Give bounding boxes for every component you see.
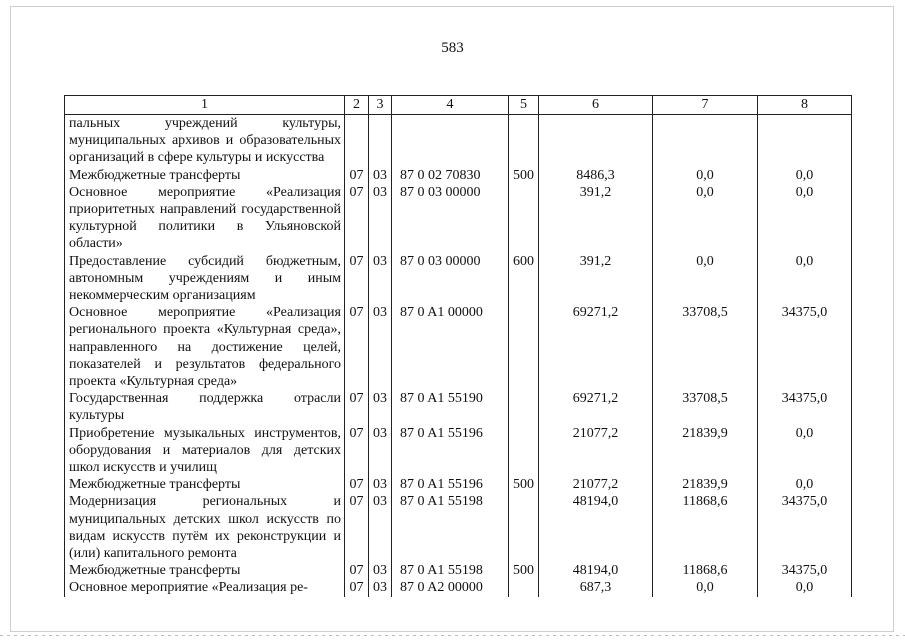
row-name-cell: Предоставление субсидий бюджетным, автономным учреждениям и иным некоммерческим организациям (65, 253, 345, 305)
table-row (65, 390, 852, 424)
row-name-cell: Основное мероприятие «Реализация ре- (65, 579, 345, 596)
amount-col8-cell: 34375,0 (758, 562, 852, 579)
target-article-cell: 87 0 A1 55198 (392, 562, 509, 579)
table-row (65, 493, 852, 562)
row-name-cell: пальных учреждений культуры, муниципальных архивов и образовательных организаций в сфере культуры и искусства (65, 115, 345, 167)
section-code-cell: 07 (345, 304, 369, 390)
target-article-cell: 87 0 A1 55196 (392, 425, 509, 477)
subsection-code-cell (369, 115, 392, 167)
amount-col7-cell: 0,0 (653, 579, 758, 596)
amount-col7-cell: 33708,5 (653, 390, 758, 424)
column-header: 8 (758, 96, 852, 115)
target-article-cell: 87 0 02 70830 (392, 167, 509, 184)
row-name-cell: Межбюджетные трансферты (65, 562, 345, 579)
amount-col7-cell: 33708,5 (653, 304, 758, 390)
expense-type-cell (509, 115, 539, 167)
amount-col6-cell (539, 115, 653, 167)
column-header: 5 (509, 96, 539, 115)
subsection-code-cell: 03 (369, 476, 392, 493)
row-name-cell: Межбюджетные трансферты (65, 476, 345, 493)
expense-type-cell: 500 (509, 476, 539, 493)
amount-col8-cell: 0,0 (758, 184, 852, 253)
target-article-cell (392, 115, 509, 167)
target-article-cell: 87 0 03 00000 (392, 253, 509, 305)
amount-col8-cell: 34375,0 (758, 493, 852, 562)
section-code-cell (345, 115, 369, 167)
budget-table (64, 95, 852, 597)
expense-type-cell: 500 (509, 562, 539, 579)
amount-col7-cell: 11868,6 (653, 493, 758, 562)
amount-col8-cell (758, 115, 852, 167)
expense-type-cell (509, 579, 539, 596)
column-header: 6 (539, 96, 653, 115)
expense-type-cell (509, 184, 539, 253)
row-name-cell: Основное мероприятие «Реализация приоритетных направлений государственной культурной политики в Ульяновской области» (65, 184, 345, 253)
subsection-code-cell: 03 (369, 304, 392, 390)
row-name-cell: Межбюджетные трансферты (65, 167, 345, 184)
amount-col6-cell: 48194,0 (539, 562, 653, 579)
target-article-cell: 87 0 A1 55196 (392, 476, 509, 493)
section-code-cell: 07 (345, 184, 369, 253)
table-row (65, 579, 852, 596)
row-name-cell: Приобретение музыкальных инструментов, оборудования и материалов для детских школ искусств и училищ (65, 425, 345, 477)
row-name-cell: Модернизация региональных и муниципальных детских школ искусств по видам искусств путём их реконструкции и (или) капитального ремонта (65, 493, 345, 562)
amount-col7-cell: 21839,9 (653, 425, 758, 477)
amount-col8-cell: 34375,0 (758, 390, 852, 424)
scan-edge (0, 635, 905, 636)
amount-col6-cell: 391,2 (539, 184, 653, 253)
column-header: 7 (653, 96, 758, 115)
amount-col6-cell: 21077,2 (539, 476, 653, 493)
table-row (65, 425, 852, 477)
subsection-code-cell: 03 (369, 493, 392, 562)
section-code-cell: 07 (345, 425, 369, 477)
subsection-code-cell: 03 (369, 167, 392, 184)
table-row (65, 562, 852, 579)
amount-col8-cell: 0,0 (758, 253, 852, 305)
amount-col8-cell: 0,0 (758, 425, 852, 477)
table-row (65, 115, 852, 167)
expense-type-cell (509, 493, 539, 562)
column-header: 4 (392, 96, 509, 115)
column-header: 2 (345, 96, 369, 115)
amount-col7-cell: 0,0 (653, 184, 758, 253)
amount-col6-cell: 687,3 (539, 579, 653, 596)
amount-col7-cell (653, 115, 758, 167)
section-code-cell: 07 (345, 476, 369, 493)
subsection-code-cell: 03 (369, 184, 392, 253)
subsection-code-cell: 03 (369, 390, 392, 424)
target-article-cell: 87 0 A2 00000 (392, 579, 509, 596)
amount-col8-cell: 0,0 (758, 476, 852, 493)
amount-col6-cell: 391,2 (539, 253, 653, 305)
subsection-code-cell: 03 (369, 562, 392, 579)
section-code-cell: 07 (345, 562, 369, 579)
subsection-code-cell: 03 (369, 253, 392, 305)
table-row (65, 476, 852, 493)
expense-type-cell (509, 425, 539, 477)
amount-col7-cell: 11868,6 (653, 562, 758, 579)
amount-col6-cell: 8486,3 (539, 167, 653, 184)
target-article-cell: 87 0 03 00000 (392, 184, 509, 253)
amount-col6-cell: 69271,2 (539, 390, 653, 424)
row-name-cell: Основное мероприятие «Реализация регионального проекта «Культурная среда», направленного на достижение целей, показателей и результатов федерального проекта «Культурная среда» (65, 304, 345, 390)
amount-col7-cell: 21839,9 (653, 476, 758, 493)
amount-col6-cell: 21077,2 (539, 425, 653, 477)
section-code-cell: 07 (345, 390, 369, 424)
subsection-code-cell: 03 (369, 425, 392, 477)
section-code-cell: 07 (345, 579, 369, 596)
amount-col7-cell: 0,0 (653, 167, 758, 184)
expense-type-cell (509, 390, 539, 424)
amount-col6-cell: 69271,2 (539, 304, 653, 390)
amount-col8-cell: 0,0 (758, 579, 852, 596)
column-header: 1 (65, 96, 345, 115)
expense-type-cell: 600 (509, 253, 539, 305)
table-row (65, 253, 852, 305)
subsection-code-cell: 03 (369, 579, 392, 596)
table-header-row (65, 96, 852, 115)
section-code-cell: 07 (345, 253, 369, 305)
amount-col7-cell: 0,0 (653, 253, 758, 305)
amount-col8-cell: 0,0 (758, 167, 852, 184)
expense-type-cell: 500 (509, 167, 539, 184)
target-article-cell: 87 0 A1 55190 (392, 390, 509, 424)
row-name-cell: Государственная поддержка отрасли культуры (65, 390, 345, 424)
table-row (65, 304, 852, 390)
table-row (65, 184, 852, 253)
section-code-cell: 07 (345, 493, 369, 562)
table-row (65, 167, 852, 184)
page-number: 583 (441, 40, 464, 56)
target-article-cell: 87 0 A1 00000 (392, 304, 509, 390)
section-code-cell: 07 (345, 167, 369, 184)
column-header: 3 (369, 96, 392, 115)
target-article-cell: 87 0 A1 55198 (392, 493, 509, 562)
amount-col8-cell: 34375,0 (758, 304, 852, 390)
expense-type-cell (509, 304, 539, 390)
amount-col6-cell: 48194,0 (539, 493, 653, 562)
